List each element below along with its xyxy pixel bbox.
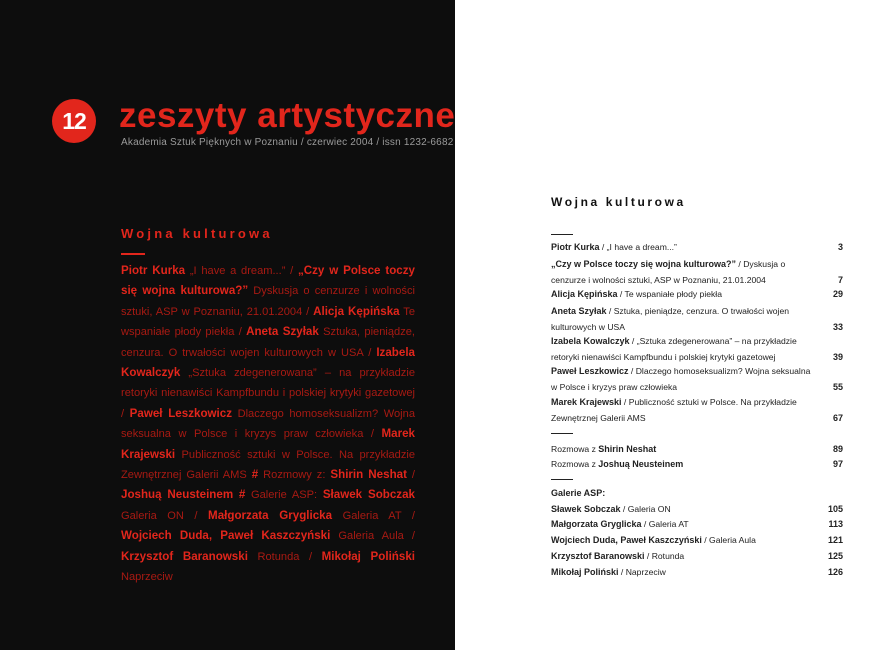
toc-entry bbox=[551, 240, 843, 256]
toc-entry bbox=[551, 502, 843, 518]
cover-text-run: Sztuka, pieniądze, cenzura. O trwałości wojen kulturowych w USA / bbox=[121, 326, 415, 359]
cover-author-name: Marek Krajewski bbox=[121, 427, 415, 461]
toc-page-number: 33 bbox=[832, 321, 843, 332]
toc-rule bbox=[551, 433, 573, 434]
toc-entry-title bbox=[551, 502, 843, 518]
toc-title-text: / Galeria ON bbox=[620, 504, 671, 514]
toc-page-number: 55 bbox=[832, 381, 843, 392]
toc-author: Alicja Kępińska bbox=[551, 289, 618, 299]
toc-page-number: 39 bbox=[832, 351, 843, 362]
cover-author-name: Sławek Sobczak bbox=[322, 488, 415, 502]
cover-text-run: „Sztuka zdegenerowana” – na przykładzie retoryki nienawiści Kampfbundu i polskiej krytyki gazetowej / bbox=[121, 367, 415, 420]
cover-text-run: Publiczność sztuki w Polsce. Na przykładzie Zewnętrznej Galerii AMS bbox=[121, 448, 415, 482]
toc-heading: Wojna kulturowa bbox=[551, 195, 686, 209]
cover-author-name: Piotr Kurka bbox=[121, 264, 186, 277]
toc-entry bbox=[551, 287, 843, 303]
toc-author: Sławek Sobczak bbox=[551, 504, 621, 514]
toc-entry bbox=[551, 334, 843, 365]
toc-entry bbox=[551, 304, 843, 335]
cover-text-run: „I have a dream...” / bbox=[185, 265, 298, 277]
toc-galleries-heading: Galerie ASP: bbox=[551, 488, 606, 498]
toc-entry bbox=[551, 549, 843, 565]
toc-page-number: 67 bbox=[832, 412, 843, 423]
toc-author: Marek Krajewski bbox=[551, 397, 622, 407]
cover-author-name: „Czy w Polsce toczy się wojna kulturowa?” bbox=[121, 264, 415, 298]
toc-author: Joshuą Neusteinem bbox=[598, 459, 684, 469]
cover-author-name: Krzysztof Baranowski bbox=[121, 549, 248, 563]
toc-title-text: / Dyskusja o cenzurze i wolności sztuki, ASP w Poznaniu, 21.01.2004 bbox=[551, 259, 786, 285]
toc-entry-title bbox=[551, 565, 843, 581]
toc-entry bbox=[551, 565, 843, 581]
toc-entry-title bbox=[551, 364, 843, 395]
cover-author-name: Shirin Neshat bbox=[330, 468, 407, 482]
toc-author: Krzysztof Baranowski bbox=[551, 551, 645, 561]
issue-number-badge: 12 bbox=[52, 99, 96, 143]
cover-contents-text bbox=[121, 261, 415, 588]
toc-entry-title bbox=[551, 257, 843, 288]
toc-rule bbox=[551, 234, 573, 235]
cover-author-name: Mikołaj Poliński bbox=[321, 549, 415, 563]
toc-page-number: 105 bbox=[827, 504, 843, 514]
toc-entry-title bbox=[551, 334, 843, 365]
toc-title-text: / „I have a dream...” bbox=[599, 242, 677, 252]
toc-rule bbox=[551, 479, 573, 480]
toc-entry bbox=[551, 457, 843, 473]
cover-author-name: Alicja Kępińska bbox=[313, 304, 400, 318]
toc-page-number: 126 bbox=[827, 567, 843, 577]
magazine-title: zeszyty artystyczne bbox=[119, 96, 456, 135]
toc-title-text: / Dlaczego homoseksualizm? Wojna seksualna w Polsce i kryzys praw człowieka bbox=[551, 366, 811, 392]
toc-page-number: 7 bbox=[837, 274, 843, 285]
toc-title-text: Rozmowa z bbox=[551, 444, 599, 454]
toc-title-text: Rozmowa z bbox=[551, 459, 599, 469]
toc-entry-title bbox=[551, 304, 843, 335]
toc-title-text: / Sztuka, pieniądze, cenzura. O trwałości wojen kulturowych w USA bbox=[551, 306, 789, 332]
toc-entry-title bbox=[551, 533, 843, 549]
toc-author: Aneta Szyłak bbox=[551, 306, 607, 316]
toc-author: Shirin Neshat bbox=[598, 444, 657, 454]
toc-author: Małgorzata Gryglicka bbox=[551, 519, 642, 529]
cover-author-name: Aneta Szyłak bbox=[246, 325, 319, 339]
cover-text-run: Galeria ON / bbox=[121, 509, 209, 522]
cover-text-run: Te wspaniałe płody piekła / bbox=[121, 305, 416, 339]
toc-page-number: 3 bbox=[837, 242, 843, 252]
toc-page-number: 89 bbox=[832, 444, 843, 454]
toc-author: „Czy w Polsce toczy się wojna kulturowa?” bbox=[551, 259, 737, 269]
cover-rule bbox=[121, 253, 145, 255]
cover-author-name: # bbox=[238, 488, 246, 502]
cover-author-name: # bbox=[251, 468, 259, 482]
cover-author-name: Paweł Leszkowicz bbox=[129, 406, 233, 420]
toc-author: Mikołaj Poliński bbox=[551, 567, 619, 577]
toc-title-text: / Naprzeciw bbox=[618, 567, 666, 577]
cover-heading: Wojna kulturowa bbox=[121, 226, 273, 241]
toc-entry bbox=[551, 395, 843, 426]
cover-text-run: / bbox=[406, 469, 415, 482]
magazine-subtitle: Akademia Sztuk Pięknych w Poznaniu / czerwiec 2004 / issn 1232-6682 bbox=[121, 137, 454, 148]
cover-text-run: Galerie ASP: bbox=[245, 489, 323, 502]
toc-page-number: 125 bbox=[827, 551, 843, 561]
toc-entry-title bbox=[551, 287, 843, 303]
toc-title-text: / Te wspaniałe płody piekła bbox=[617, 289, 722, 299]
toc-author: Piotr Kurka bbox=[551, 242, 600, 252]
cover-text-run: Dyskusja o cenzurze i wolności sztuki, ASP w Poznaniu, 21.01.2004 / bbox=[121, 285, 415, 318]
toc-page-number: 97 bbox=[832, 459, 843, 469]
toc-author: Wojciech Duda, Paweł Kaszczyński bbox=[551, 535, 702, 545]
toc-title-text: / „Sztuka zdegenerowana” – na przykładzie retoryki nienawiści Kampfbundu i polskiej krytyki gazetowej bbox=[551, 336, 797, 362]
toc-entry bbox=[551, 517, 843, 533]
cover-author-name: Małgorzata Gryglicka bbox=[208, 508, 333, 522]
toc-author: Izabela Kowalczyk bbox=[551, 336, 630, 346]
toc-title-text: / Rotunda bbox=[644, 551, 685, 561]
toc-entry-title bbox=[551, 457, 843, 473]
toc-title-text: / Galeria AT bbox=[641, 519, 689, 529]
cover-author-name: Izabela Kowalczyk bbox=[121, 345, 415, 380]
cover-text-run: Galeria Aula / bbox=[330, 530, 415, 543]
cover-text-run: Galeria AT / bbox=[332, 509, 416, 522]
toc-title-text: / Publiczność sztuki w Polsce. Na przykładzie Zewnętrznej Galerii AMS bbox=[551, 397, 797, 423]
cover-author-name: Wojciech Duda, Paweł Kaszczyński bbox=[121, 529, 331, 543]
toc-page-number: 121 bbox=[827, 535, 843, 545]
cover-text-run: Rotunda / bbox=[247, 550, 322, 563]
toc-entry-title bbox=[551, 442, 843, 458]
cover-author-name: Joshuą Neusteinem bbox=[121, 488, 234, 502]
toc-page-number: 29 bbox=[832, 289, 843, 299]
toc-entry-title bbox=[551, 549, 843, 565]
toc-page-number: 113 bbox=[828, 519, 843, 529]
toc-entry-title bbox=[551, 240, 843, 256]
toc-entry bbox=[551, 364, 843, 395]
toc-author: Paweł Leszkowicz bbox=[551, 366, 629, 376]
cover-text-run: Dlaczego homoseksualizm? Wojna seksualna w Polsce i kryzys praw człowieka / bbox=[121, 407, 415, 441]
toc-entry-title bbox=[551, 517, 843, 533]
toc-entry-title bbox=[551, 395, 843, 426]
toc-entry bbox=[551, 533, 843, 549]
cover-text-run: Rozmowy z: bbox=[258, 469, 331, 482]
cover-text-run: Naprzeciw bbox=[121, 571, 173, 584]
toc-title-text: / Galeria Aula bbox=[701, 535, 756, 545]
toc-entry bbox=[551, 257, 843, 288]
toc-entry bbox=[551, 442, 843, 458]
